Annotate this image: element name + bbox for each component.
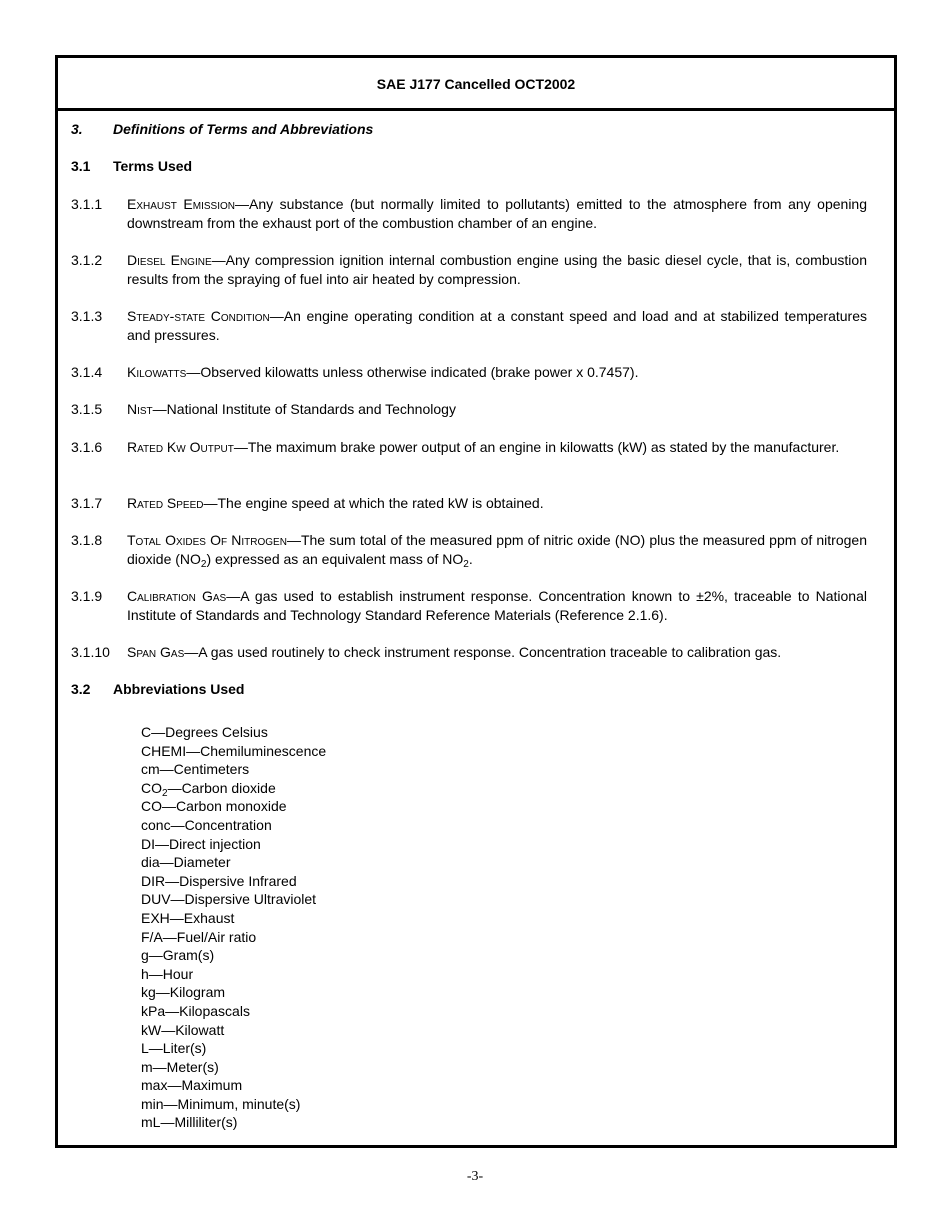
term-name: Span Gas [127, 644, 185, 660]
term-number: 3.1.2 [71, 252, 103, 268]
term-text: —Any compression ignition internal combustion engine using the basic diesel cycle, that is, combustion results from the spraying of fuel into air heated by compression. [127, 252, 867, 287]
abbreviation-item: DUV—Dispersive Ultraviolet [141, 891, 317, 908]
term-name: Total Oxides Of Nitrogen [127, 532, 287, 548]
term-text: —An engine operating condition at a constant speed and load and at stabilized temperatures and pressures. [127, 308, 868, 343]
term-definition [127, 307, 867, 345]
section-3-1-number: 3.1 [71, 158, 91, 174]
term-name: Rated Speed [127, 495, 204, 511]
term-number: 3.1.6 [71, 439, 103, 455]
abbreviation-item: kW—Kilowatt [141, 1021, 225, 1038]
abbreviation-item [141, 779, 326, 798]
term-number: 3.1.7 [71, 495, 103, 511]
section-3-2-number: 3.2 [71, 681, 91, 697]
term-number: 3.1.5 [71, 401, 103, 417]
term-number: 3.1.8 [71, 532, 103, 548]
abbr-co2-text: —Carbon dioxide [167, 779, 276, 796]
abbreviation-item: CHEMI—Chemiluminescence [141, 742, 327, 759]
term-text: —The maximum brake power output of an engine in kilowatts (kW) as stated by the manufacturer. [233, 439, 840, 455]
section-3-title: Definitions of Terms and Abbreviations [113, 121, 374, 137]
term-name: Rated Kw Output [127, 439, 234, 455]
section-3-1-title: Terms Used [113, 158, 193, 174]
section-3-number: 3. [71, 121, 83, 137]
term-definition [127, 643, 867, 662]
page-number: -3- [466, 1169, 484, 1184]
term-name: Calibration Gas [127, 588, 227, 604]
page-frame [55, 55, 897, 1148]
abbreviation-item: min—Minimum, minute(s) [141, 1095, 301, 1112]
document-header [58, 58, 894, 111]
term-text: —National Institute of Standards and Technology [152, 401, 456, 417]
abbreviation-item: L—Liter(s) [141, 1040, 207, 1057]
term-text: —The engine speed at which the rated kW is obtained. [203, 495, 544, 511]
term-name: Diesel Engine [127, 252, 212, 268]
term-definition [127, 531, 867, 569]
abbr-co2-prefix: CO [141, 779, 162, 796]
term-text: . [468, 551, 473, 567]
abbreviation-item: EXH—Exhaust [141, 909, 235, 926]
term-definition [127, 363, 867, 382]
abbreviation-item: kg—Kilogram [141, 984, 226, 1001]
term-definition [127, 494, 867, 513]
term-definition [127, 195, 867, 233]
term-text: —Any substance (but normally limited to pollutants) emitted to the atmosphere from any opening downstream from the exhaust port of the combustion chamber of an engine. [127, 196, 867, 231]
term-number: 3.1.1 [71, 196, 103, 212]
header-title: SAE J177 Cancelled OCT2002 [376, 76, 576, 92]
abbreviation-item: conc—Concentration [141, 816, 272, 833]
term-number: 3.1.9 [71, 588, 103, 604]
abbreviation-item: DI—Direct injection [141, 835, 261, 852]
term-definition [127, 400, 867, 419]
abbreviation-item: h—Hour [141, 965, 194, 982]
abbreviation-item: cm—Centimeters [141, 761, 250, 778]
abbreviation-list [141, 723, 326, 1132]
section-3-2-title: Abbreviations Used [113, 681, 245, 697]
term-text: —A gas used to establish instrument response. Concentration known to ±2%, traceable to National Institute of Standards and Technology Standard Reference Materials (Reference 2.1.6). [127, 588, 867, 623]
subscript: 2 [463, 559, 469, 570]
term-number: 3.1.3 [71, 308, 103, 324]
term-number: 3.1.4 [71, 364, 103, 380]
abbreviation-item: mL—Milliliter(s) [141, 1114, 238, 1131]
subscript: 2 [162, 787, 168, 799]
abbreviation-item: C—Degrees Celsius [141, 724, 268, 740]
abbreviation-item: m—Meter(s) [141, 1058, 219, 1075]
term-name: Exhaust Emission [127, 196, 235, 212]
term-text: —The sum total of the measured ppm of nitric oxide (NO) plus the measured ppm of nitrogen dioxide (NO [127, 532, 867, 567]
abbreviation-item: dia—Diameter [141, 854, 231, 871]
term-text: ) expressed as an equivalent mass of NO [206, 551, 464, 567]
term-text: —Observed kilowatts unless otherwise indicated (brake power x 0.7457). [186, 364, 639, 380]
term-definition [127, 438, 867, 457]
abbreviation-item: g—Gram(s) [141, 947, 215, 964]
term-definition [127, 251, 867, 289]
term-name: Steady-state Condition [127, 308, 270, 324]
abbreviation-item: F/A—Fuel/Air ratio [141, 928, 257, 945]
term-name: Nist [127, 401, 153, 417]
abbreviation-item: CO—Carbon monoxide [141, 798, 287, 815]
term-text: —A gas used routinely to check instrument response. Concentration traceable to calibration gas. [184, 644, 782, 660]
abbreviation-item: max—Maximum [141, 1077, 243, 1094]
term-definition [127, 587, 867, 625]
abbreviation-item: DIR—Dispersive Infrared [141, 872, 297, 889]
term-name: Kilowatts [127, 364, 187, 380]
abbreviation-item: kPa—Kilopascals [141, 1002, 250, 1019]
subscript: 2 [200, 559, 207, 570]
term-number: 3.1.10 [71, 644, 110, 660]
